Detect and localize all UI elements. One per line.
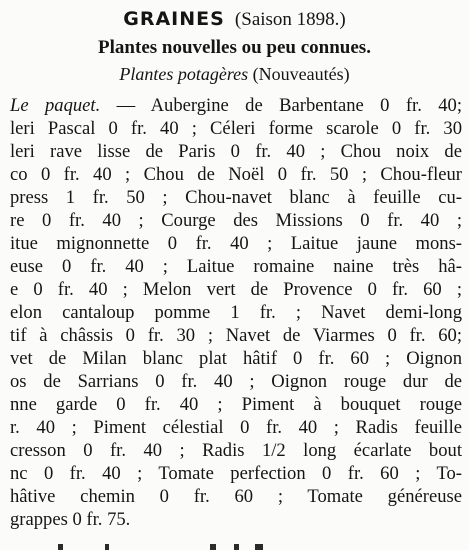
lead-label: Le paquet. xyxy=(10,95,101,116)
section-heading xyxy=(0,63,469,85)
text-line: e 0 fr. 40 ; Melon vert de Provence 0 fr. 60 ; xyxy=(10,279,462,300)
text-line: itue mignonnette 0 fr. 40 ; Laitue jaune mons- xyxy=(10,233,462,254)
subtitle: Plantes nouvelles ou peu connues. xyxy=(98,37,371,58)
text-line: re 0 fr. 40 ; Courge des Missions 0 fr. 40 ; xyxy=(10,210,462,231)
title-row xyxy=(0,6,469,33)
text-line: press 1 fr. 50 ; Chou-navet blanc à feuille cu- xyxy=(10,187,462,208)
text-line: euse 0 fr. 40 ; Laitue romaine naine très hâ- xyxy=(10,256,462,277)
text-line-content: — Aubergine de Barbentane 0 fr. 40; xyxy=(116,95,463,116)
text-line: elon cantaloup pomme 1 fr. ; Navet demi-long xyxy=(10,302,462,323)
text-line: vet de Milan blanc plat hâtif 0 fr. 60 ; Oignon xyxy=(10,348,462,369)
text-line: tif à châssis 0 fr. 30 ; Navet de Viarmes 0 fr. 60; xyxy=(10,325,462,346)
glyph-fragment xyxy=(58,544,63,550)
section-note: (Nouveautés) xyxy=(252,64,350,84)
text-line: r. 40 ; Piment célestial 0 fr. 40 ; Radis feuille xyxy=(10,417,462,438)
text-line: co 0 fr. 40 ; Chou de Noël 0 fr. 50 ; Chou-fleur xyxy=(10,164,462,185)
text-line: hâtive chemin 0 fr. 60 ; Tomate généreuse xyxy=(10,486,462,507)
text-line xyxy=(0,94,469,117)
season-label: (Saison 1898.) xyxy=(234,9,346,30)
text-line: leri rave lisse de Paris 0 fr. 40 ; Chou noix de xyxy=(10,141,462,162)
glyph-fragment xyxy=(255,544,263,550)
text-line: nc 0 fr. 40 ; Tomate perfection 0 fr. 60 ; To- xyxy=(10,463,462,484)
cut-off-next-line xyxy=(0,538,469,550)
text-line: leri Pascal 0 fr. 40 ; Céleri forme scarole 0 fr. 30 xyxy=(10,118,462,139)
text-line: nne garde 0 fr. 40 ; Piment à bouquet rouge xyxy=(10,394,462,415)
section-title: Plantes potagères xyxy=(119,64,249,84)
glyph-fragment xyxy=(105,544,109,550)
text-line: os de Sarrians 0 fr. 40 ; Oignon rouge dur de xyxy=(10,371,462,392)
page-title: GRAINES xyxy=(123,8,225,30)
glyph-fragment xyxy=(234,544,239,550)
glyph-fragment xyxy=(210,544,216,550)
text-line: grappes 0 fr. 75. xyxy=(10,509,131,530)
text-line: cresson 0 fr. 40 ; Radis 1/2 long écarlate bout xyxy=(10,440,462,461)
